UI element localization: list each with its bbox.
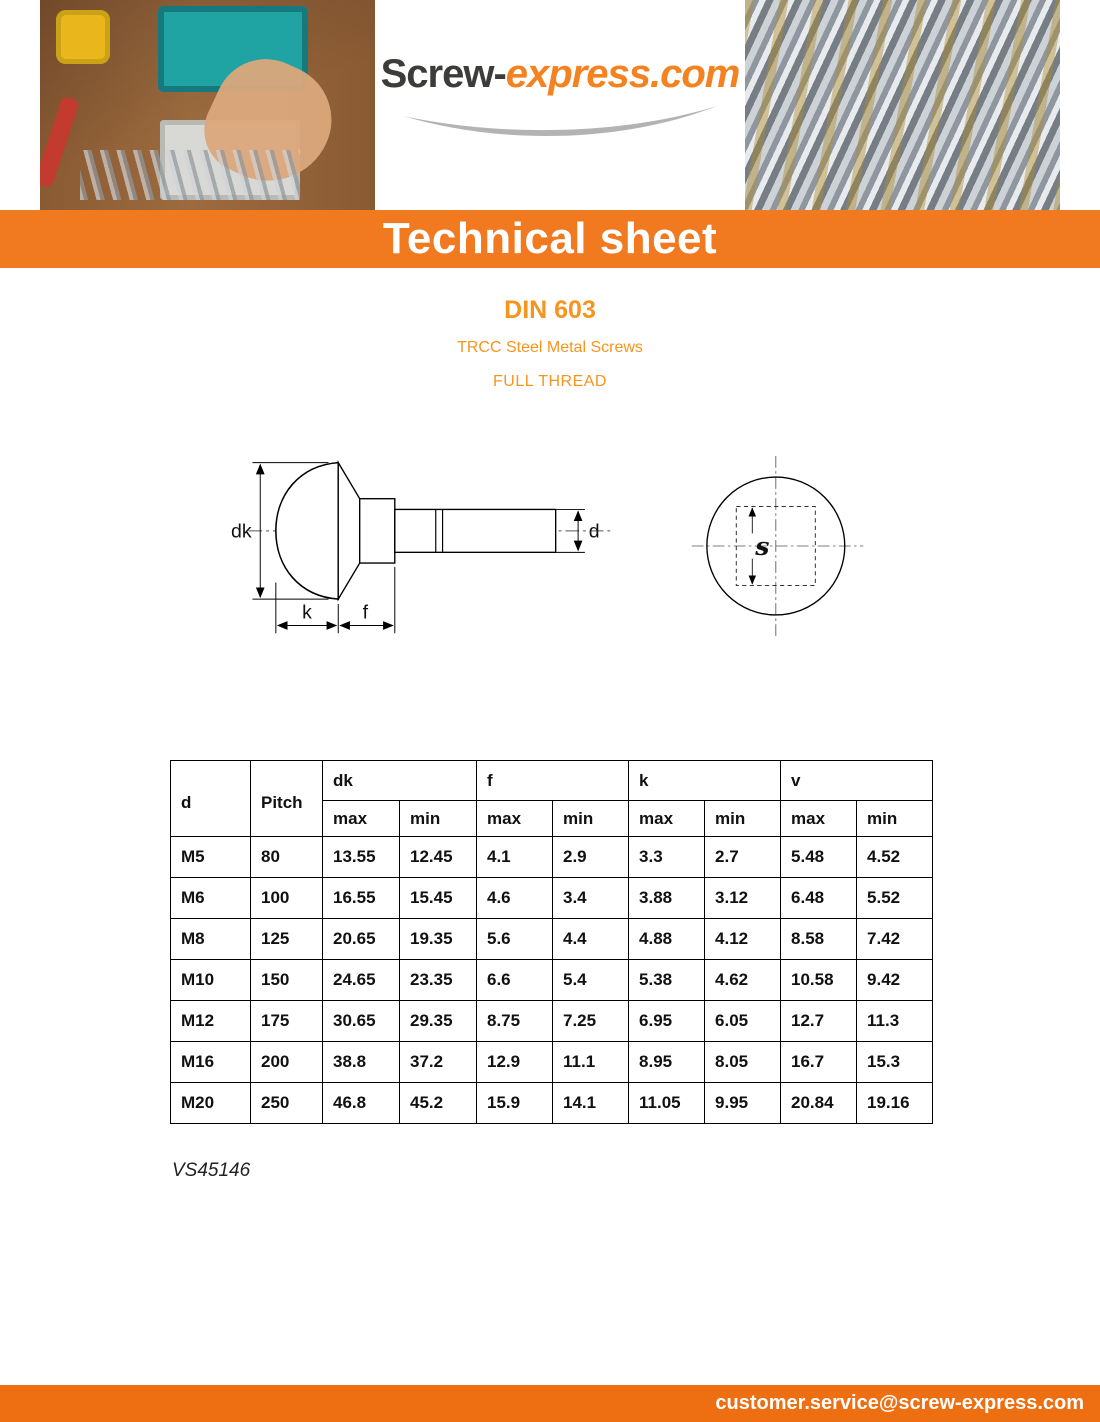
cell-value: 14.1 [553,1083,629,1124]
cell-value: 11.1 [553,1042,629,1083]
cell-value: 4.6 [477,878,553,919]
col-header-v: v [781,761,933,801]
dim-label-s: s [754,530,769,561]
bolt-diagram [0,438,1100,653]
dim-label-dk: dk [230,520,252,543]
tape-measure-image [56,10,110,64]
subheader-v-min: min [857,801,933,837]
cell-value: 3.3 [629,837,705,878]
cell-value: 12.45 [400,837,477,878]
cell-value: 38.8 [323,1042,400,1083]
cell-value: 6.95 [629,1001,705,1042]
subheader-f-max: max [477,801,553,837]
cell-size: M6 [171,878,251,919]
subheader-v-max: max [781,801,857,837]
technical-sheet-banner: Technical sheet [0,210,1100,268]
cell-value: 4.88 [629,919,705,960]
spec-table-body [171,837,933,1124]
cell-size: M8 [171,919,251,960]
brand-logo-text [378,52,742,96]
cell-value: 23.35 [400,960,477,1001]
bolt-head-top-view-drawing [685,446,870,646]
brand-logo [378,52,742,148]
cell-value: 15.45 [400,878,477,919]
subheader-dk-max: max [323,801,400,837]
cell-value: 16.55 [323,878,400,919]
cell-pitch: 175 [251,1001,323,1042]
table-row-m10 [171,960,933,1001]
screws-pile-photo [745,0,1060,210]
thread-type-label: FULL THREAD [493,373,607,390]
cell-value: 19.16 [857,1083,933,1124]
logo-swoosh-graphic [395,100,725,148]
cell-value: 2.9 [553,837,629,878]
reference-code: VS45146 [172,1160,251,1181]
table-row-m16 [171,1042,933,1083]
dim-label-d: d [588,520,600,543]
workbench-photo [40,0,375,210]
table-group-header-row [171,761,933,801]
product-description: TRCC Steel Metal Screws [457,339,643,356]
cell-value: 8.75 [477,1001,553,1042]
cell-value: 5.48 [781,837,857,878]
cell-value: 5.38 [629,960,705,1001]
table-row-m8 [171,919,933,960]
cell-value: 5.4 [553,960,629,1001]
cell-value: 8.95 [629,1042,705,1083]
cell-value: 2.7 [705,837,781,878]
cell-value: 45.2 [400,1083,477,1124]
footer-bar [0,1385,1100,1422]
cell-value: 46.8 [323,1083,400,1124]
cell-value: 4.4 [553,919,629,960]
bolt-side-view-drawing [231,438,621,653]
col-header-dk: dk [323,761,477,801]
dim-label-k: k [301,601,312,624]
col-header-f: f [477,761,629,801]
cell-value: 30.65 [323,1001,400,1042]
cell-value: 8.05 [705,1042,781,1083]
cell-value: 7.42 [857,919,933,960]
cell-value: 20.65 [323,919,400,960]
cell-value: 11.05 [629,1083,705,1124]
cell-value: 15.9 [477,1083,553,1124]
dimensions-table-section [170,760,933,1124]
brand-name-prefix: Screw- [380,52,506,96]
cell-pitch: 200 [251,1042,323,1083]
cell-value: 6.05 [705,1001,781,1042]
brand-name-suffix: express.com [505,52,740,96]
cell-value: 29.35 [400,1001,477,1042]
col-header-pitch: Pitch [251,761,323,837]
cell-value: 3.12 [705,878,781,919]
customer-service-email[interactable]: customer.service@screw-express.com [715,1392,1084,1414]
cell-pitch: 250 [251,1083,323,1124]
cell-value: 4.62 [705,960,781,1001]
standard-title: DIN 603 [504,296,596,324]
cell-value: 5.6 [477,919,553,960]
cell-value: 12.7 [781,1001,857,1042]
cell-pitch: 80 [251,837,323,878]
cell-size: M16 [171,1042,251,1083]
cell-value: 6.48 [781,878,857,919]
cell-value: 11.3 [857,1001,933,1042]
cell-value: 12.9 [477,1042,553,1083]
cell-value: 7.25 [553,1001,629,1042]
table-row-m6 [171,878,933,919]
subheader-k-max: max [629,801,705,837]
table-row-m5 [171,837,933,878]
col-header-d: d [171,761,251,837]
cell-value: 5.52 [857,878,933,919]
cell-size: M20 [171,1083,251,1124]
cell-value: 37.2 [400,1042,477,1083]
cell-value: 24.65 [323,960,400,1001]
cell-value: 4.12 [705,919,781,960]
cell-pitch: 125 [251,919,323,960]
cell-size: M5 [171,837,251,878]
cell-value: 9.42 [857,960,933,1001]
cell-size: M12 [171,1001,251,1042]
cell-value: 16.7 [781,1042,857,1083]
table-row-m12 [171,1001,933,1042]
screwdriver-image [40,95,80,188]
subheader-f-min: min [553,801,629,837]
cell-value: 4.1 [477,837,553,878]
cell-value: 15.3 [857,1042,933,1083]
subheader-dk-min: min [400,801,477,837]
subheader-k-min: min [705,801,781,837]
cell-value: 19.35 [400,919,477,960]
cell-value: 3.4 [553,878,629,919]
cell-value: 8.58 [781,919,857,960]
table-row-m20 [171,1083,933,1124]
cell-value: 6.6 [477,960,553,1001]
cell-pitch: 100 [251,878,323,919]
cell-value: 9.95 [705,1083,781,1124]
sheet-titles [0,296,1100,391]
cell-value: 10.58 [781,960,857,1001]
cell-value: 13.55 [323,837,400,878]
col-header-k: k [629,761,781,801]
cell-size: M10 [171,960,251,1001]
dimensions-table [170,760,933,1124]
cell-pitch: 150 [251,960,323,1001]
dim-label-f: f [362,601,368,624]
cell-value: 4.52 [857,837,933,878]
cell-value: 20.84 [781,1083,857,1124]
cell-value: 3.88 [629,878,705,919]
scattered-screws-image [80,150,300,200]
